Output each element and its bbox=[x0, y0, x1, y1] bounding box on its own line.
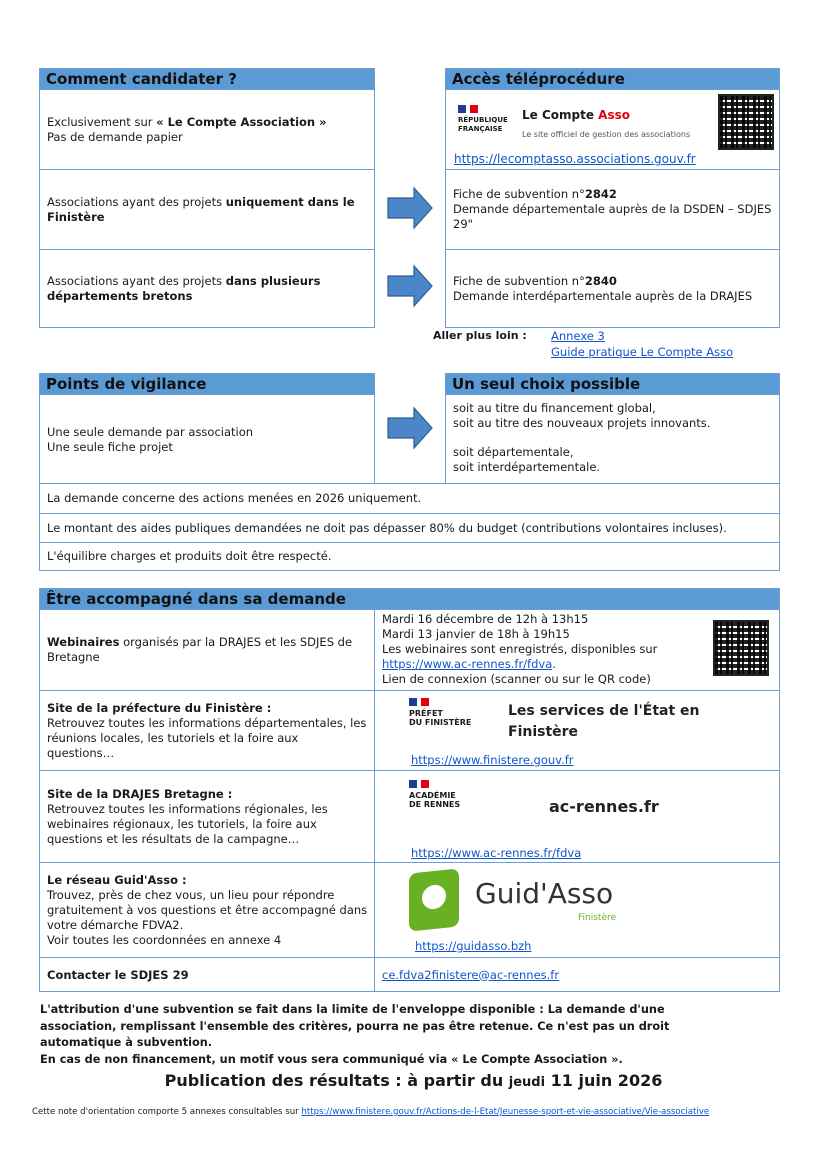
text: Contacter le SDJES 29 bbox=[47, 967, 189, 982]
republique-logo bbox=[458, 102, 518, 134]
text: 2842 bbox=[584, 187, 617, 201]
text: Exclusivement sur bbox=[47, 114, 157, 129]
text: Associations ayant des projets bbox=[47, 194, 226, 209]
candidater-title: Comment candidater ? bbox=[40, 69, 374, 90]
text: uniquement dans le Finistère bbox=[47, 194, 355, 224]
guidasso-sub: Finistère bbox=[578, 913, 617, 923]
vigilance-box bbox=[39, 373, 375, 484]
text: Publication des résultats : à partir du bbox=[164, 1071, 509, 1090]
logo-text: ACADÉMIE bbox=[409, 791, 456, 800]
text: Le Compte bbox=[522, 108, 599, 122]
text: En cas de non financement, un motif vous sera communiqué via « Le Compte Association ». bbox=[40, 1052, 623, 1066]
text: Trouvez, près de chez vous, un lieu pour répondre gratuitement à vos questions et être accompagné dans votre démarche FDVA2. bbox=[47, 887, 368, 932]
qr-code[interactable] bbox=[718, 94, 774, 150]
compte-asso-logo bbox=[522, 108, 630, 122]
text: 2840 bbox=[584, 273, 617, 288]
text: L'attribution d'une subvention se fait dans la limite de l'enveloppe disponible : La demande d'une association, remplissant l'ensemble des critères, pourra ne pas être retenue. Ce n'est pas un droit automatique à subvention. bbox=[40, 1003, 670, 1049]
logo-tagline: Le site officiel de gestion des associations bbox=[522, 130, 691, 139]
guidasso-icon bbox=[409, 868, 459, 931]
vigilance-title: Points de vigilance bbox=[40, 374, 374, 395]
text: « Le Compte Association » bbox=[156, 114, 327, 129]
text: organisés par la DRAJES et les SDJES de Bretagne bbox=[47, 635, 353, 664]
acces-title: Accès téléprocédure bbox=[446, 69, 779, 90]
text: Les webinaires sont enregistrés, disponibles sur bbox=[382, 642, 658, 656]
text: dans plusieurs départements bretons bbox=[47, 273, 321, 303]
arrow-right-icon bbox=[386, 264, 434, 308]
accompagnement-title: Être accompagné dans sa demande bbox=[40, 589, 779, 610]
choix-box bbox=[445, 373, 780, 484]
guidasso-link[interactable]: https://guidasso.bzh bbox=[415, 939, 532, 953]
text: Une seule demande par association bbox=[47, 424, 254, 439]
arrow-right-icon bbox=[386, 406, 434, 450]
text: Demande interdépartementale auprès de la DRAJES bbox=[453, 288, 753, 303]
text: Retrouvez toutes les informations régionales, les webinaires régionaux, les tutoriels, la foire aux questions et les résultats de la campagne… bbox=[47, 801, 328, 846]
vigilance-rows bbox=[39, 483, 780, 571]
text: Site de la préfecture du Finistère : bbox=[47, 700, 272, 715]
contact-email-link[interactable]: ce.fdva2finistere@ac-rennes.fr bbox=[382, 967, 560, 982]
text: soit au titre des nouveaux projets innovants. bbox=[453, 416, 711, 430]
finistere-link[interactable]: https://www.finistere.gouv.fr bbox=[411, 753, 574, 767]
text: Une seule fiche projet bbox=[47, 439, 173, 454]
compte-asso-link[interactable]: https://lecomptasso.associations.gouv.fr bbox=[454, 152, 696, 166]
text: Mardi 16 décembre de 12h à 13h15 bbox=[382, 612, 589, 626]
accompagnement-box: Être accompagné dans sa demande Webinaires organisés par la DRAJES et les SDJES de Bretagne Mardi 16 décembre de 12h à 13h15 Mardi 13 janvier de 18h à 19h15 Les webinaires sont enregistrés, disponibles sur https://www.ac-rennes.fr/fdva. Lien de connexion (scanner ou sur le QR code) Site de la préfecture du Finistère : Retrouvez toutes les informations départementales, les réunions locales, les tutoriels et la foire aux questions… PRÉFET DU FINISTÈRE Les services de l'État en Finistère https://www.finistere.gouv.fr Site de la DRAJES Bretagne : Retrouvez toutes les informations régionales, les webinaires régionaux, les tutoriels, la foire aux questions et les résultats de la campagne… ACADÉMIE DE RENNES ac-rennes.fr https://www.ac-rennes.fr/fdva Le réseau Guid'Asso : Trouvez, près de chez vous, un lieu pour répondre gratuitement à vos questions et être accompagné dans votre démarche FDVA2. Voir toutes les coordonnées en annexe 4 Guid'Asso Finistère https://guidasso.bzh Contacter le SDJES 29 ce.fdva2finistere@ac-rennes.fr bbox=[39, 588, 780, 992]
rule-row: L'équilibre charges et produits doit être respecté. bbox=[40, 542, 779, 570]
text: soit au titre du financement global, bbox=[453, 401, 656, 415]
text: jeudi bbox=[508, 1075, 546, 1090]
footer-link[interactable]: https://www.finistere.gouv.fr/Actions-de-l-Etat/Jeunesse-sport-et-vie-associative/Vie-associative bbox=[301, 1107, 710, 1117]
text: Site de la DRAJES Bretagne : bbox=[47, 786, 233, 801]
rule-row: Le montant des aides publiques demandées ne doit pas dépasser 80% du budget (contributions volontaires incluses). bbox=[40, 513, 779, 542]
logo-text: PRÉFET bbox=[409, 709, 443, 718]
logo-text: DU FINISTÈRE bbox=[409, 718, 472, 727]
text: Pas de demande papier bbox=[47, 129, 183, 144]
academie-logo bbox=[409, 777, 460, 809]
logo-text: DE RENNES bbox=[409, 800, 461, 809]
ac-rennes-title: ac-rennes.fr bbox=[549, 797, 659, 816]
text: Lien de connexion (scanner ou sur le QR code) bbox=[382, 672, 651, 686]
ac-rennes-link[interactable]: https://www.ac-rennes.fr/fdva bbox=[411, 846, 582, 860]
text: Fiche de subvention n° bbox=[453, 187, 585, 201]
choix-title: Un seul choix possible bbox=[446, 374, 779, 395]
text: Associations ayant des projets bbox=[47, 273, 226, 288]
publication bbox=[0, 1071, 827, 1090]
text: Demande départementale auprès de la DSDEN – SDJES 29" bbox=[453, 202, 772, 231]
note bbox=[40, 1002, 740, 1068]
webinaires-link[interactable]: https://www.ac-rennes.fr/fdva bbox=[382, 657, 553, 671]
text: soit interdépartementale. bbox=[453, 460, 601, 474]
text: Retrouvez toutes les informations départementales, les réunions locales, les tutoriels et la foire aux questions… bbox=[47, 715, 367, 760]
text: Mardi 13 janvier de 18h à 19h15 bbox=[382, 627, 570, 641]
rule-row: La demande concerne des actions menées en 2026 uniquement. bbox=[47, 491, 422, 505]
prefecture-title: Les services de l'État en Finistère bbox=[508, 703, 700, 740]
acces-box bbox=[445, 68, 780, 328]
logo-text: RÉPUBLIQUE FRANÇAISE bbox=[458, 116, 508, 133]
flag-icon bbox=[409, 698, 429, 706]
text: Voir toutes les coordonnées en annexe 4 bbox=[47, 932, 282, 947]
candidater-box bbox=[39, 68, 375, 328]
text: soit départementale, bbox=[453, 445, 574, 459]
guidasso-logo: Guid'Asso bbox=[475, 877, 614, 910]
text: Fiche de subvention n° bbox=[453, 273, 585, 288]
flag-icon bbox=[458, 105, 478, 113]
text: Webinaires bbox=[47, 635, 120, 649]
footer bbox=[32, 1107, 709, 1117]
annexe-3-link[interactable]: Annexe 3 bbox=[551, 329, 605, 343]
text: 11 juin 2026 bbox=[545, 1071, 663, 1090]
prefet-logo bbox=[409, 695, 471, 727]
qr-code[interactable] bbox=[713, 620, 769, 676]
text: Asso bbox=[598, 108, 630, 122]
guide-link[interactable]: Guide pratique Le Compte Asso bbox=[551, 345, 734, 359]
flag-icon bbox=[409, 780, 429, 788]
text: Cette note d'orientation comporte 5 annexes consultables sur bbox=[32, 1107, 302, 1117]
plus-loin-label: Aller plus loin : bbox=[433, 329, 527, 342]
text: Le réseau Guid'Asso : bbox=[47, 872, 187, 887]
arrow-right-icon bbox=[386, 186, 434, 230]
